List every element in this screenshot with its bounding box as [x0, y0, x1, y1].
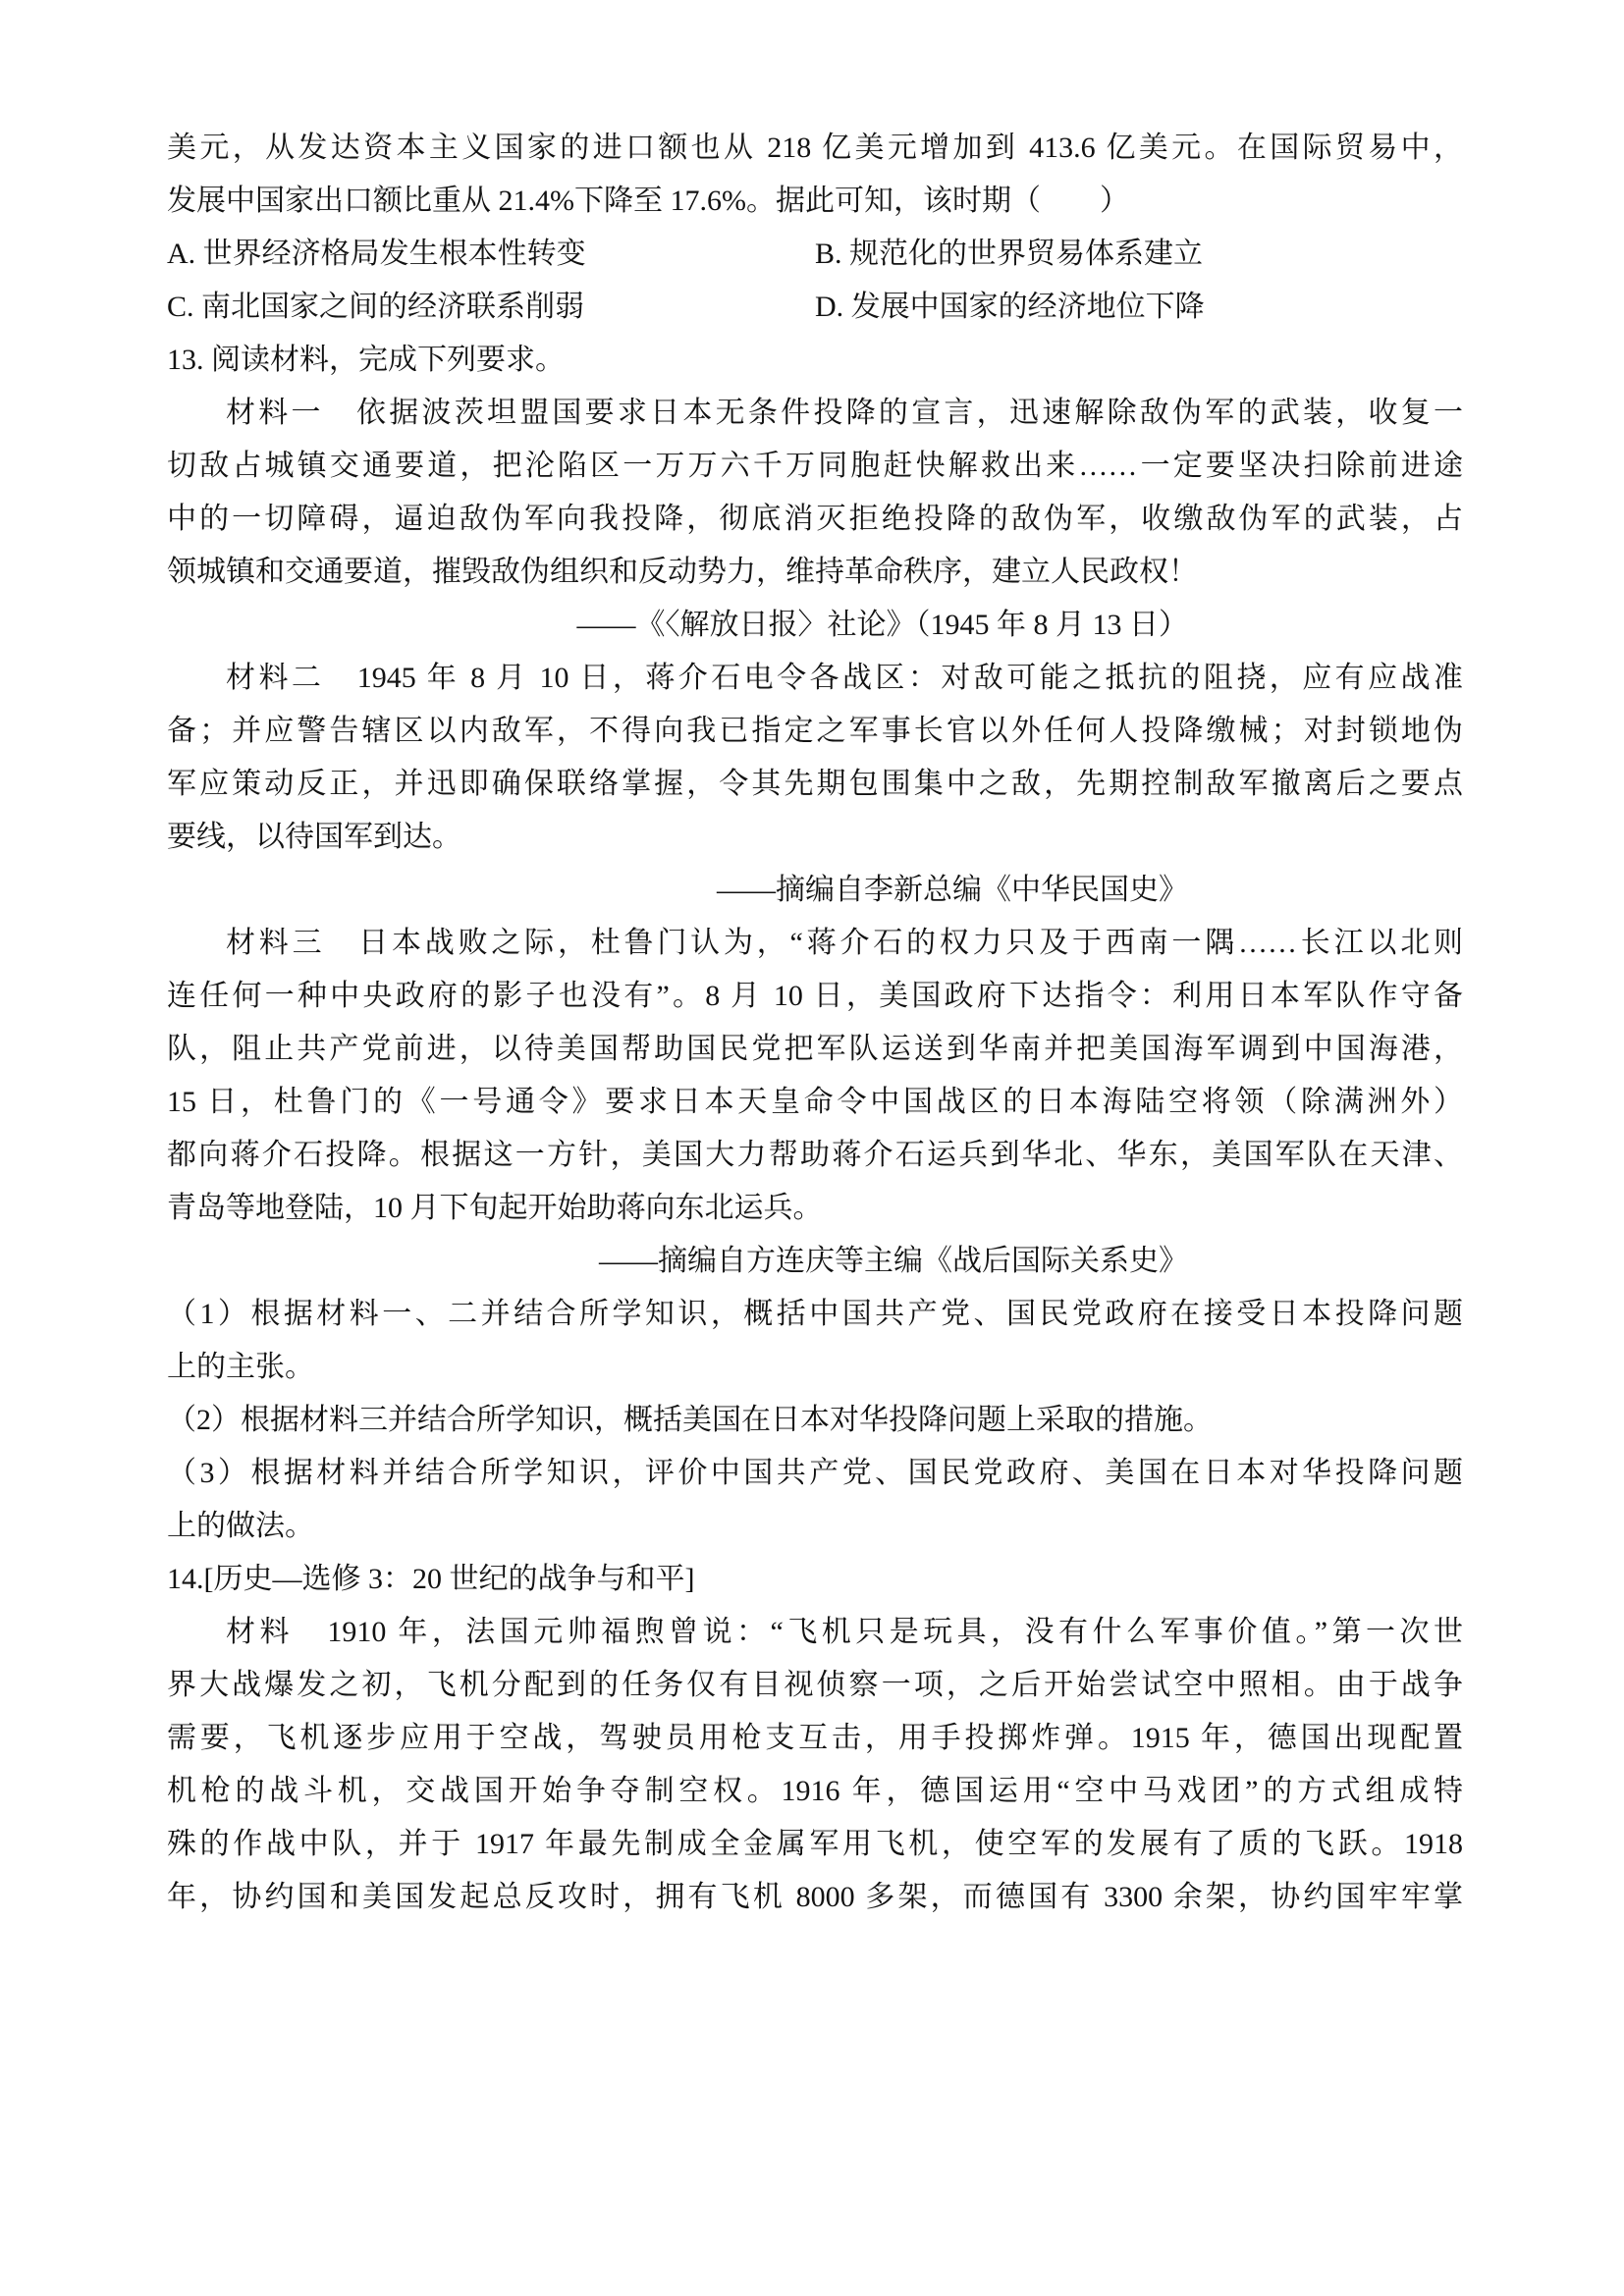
text-line: 青岛等地登陆，10 月下旬起开始助蒋向东北运兵。 [167, 1192, 823, 1224]
text-line: 军应策动反正，并迅即确保联络掌握，令其先期包围集中之敌，先期控制敌军撤离后之要点 [167, 768, 1463, 800]
text-line: 备；并应警告辖区以内敌军，不得向我已指定之军事长官以外任何人投降缴械；对封锁地伪 [167, 715, 1463, 747]
option-left: A. 世界经济格局发生根本性转变 [167, 238, 586, 270]
option-right: D. 发展中国家的经济地位下降 [815, 291, 1205, 323]
text-line: 要线，以待国军到达。 [167, 821, 461, 853]
text-line: 15 日，杜鲁门的《一号通令》要求日本天皇命令中国战区的日本海陆空将领（除满洲外） [167, 1086, 1463, 1118]
text-line: 需要，飞机逐步应用于空战，驾驶员用枪支互击，用手投掷炸弹。1915 年，德国出现配置 [167, 1722, 1463, 1754]
text-line: 机枪的战斗机，交战国开始争夺制空权。1916 年，德国运用“空中马戏团”的方式组成特 [167, 1775, 1463, 1807]
text-line: 发展中国家出口额比重从 21.4%下降至 17.6%。据此可知，该时期（ ） [167, 185, 1129, 217]
text-line: 14.[历史—选修 3：20 世纪的战争与和平] [167, 1563, 695, 1595]
text-line: （1）根据材料一、二并结合所学知识，概括中国共产党、国民党政府在接受日本投降问题 [167, 1298, 1463, 1330]
citation-line: ——摘编自李新总编《中华民国史》 [717, 874, 1188, 906]
text-line: 殊的作战中队，并于 1917 年最先制成全金属军用飞机，使空军的发展有了质的飞跃。1918 [167, 1828, 1463, 1860]
text-line: 都向蒋介石投降。根据这一方针，美国大力帮助蒋介石运兵到华北、华东，美国军队在天津、 [167, 1139, 1463, 1171]
text-line: （2）根据材料三并结合所学知识，概括美国在日本对华投降问题上采取的措施。 [167, 1404, 1213, 1436]
text-line: 13. 阅读材料，完成下列要求。 [167, 344, 565, 376]
text-line: （3）根据材料并结合所学知识，评价中国共产党、国民党政府、美国在日本对华投降问题 [167, 1457, 1463, 1489]
text-line: 材料一 依据波茨坦盟国要求日本无条件投降的宣言，迅速解除敌伪军的武装，收复一 [226, 397, 1463, 429]
text-line: 连任何一种中央政府的影子也没有”。8 月 10 日，美国政府下达指令：利用日本军队作守备 [167, 980, 1463, 1012]
text-line: 上的做法。 [167, 1510, 314, 1542]
text-line: 中的一切障碍，逼迫敌伪军向我投降，彻底消灭拒绝投降的敌伪军，收缴敌伪军的武装，占 [167, 503, 1463, 535]
citation-line: ——摘编自方连庆等主编《战后国际关系史》 [599, 1245, 1188, 1277]
option-row [167, 228, 1463, 281]
option-row [167, 281, 1463, 334]
text-line: 材料三 日本战败之际，杜鲁门认为，“蒋介石的权力只及于西南一隅……长江以北则 [226, 927, 1463, 959]
text-line: 队，阻止共产党前进，以待美国帮助国民党把军队运送到华南并把美国海军调到中国海港， [167, 1033, 1463, 1065]
text-line: 年，协约国和美国发起总反攻时，拥有飞机 8000 多架，而德国有 3300 余架，协约国牢牢掌 [167, 1881, 1463, 1913]
text-line: 界大战爆发之初，飞机分配到的任务仅有目视侦察一项，之后开始尝试空中照相。由于战争 [167, 1669, 1463, 1701]
text-line: 上的主张。 [167, 1351, 314, 1383]
text-line: 领城镇和交通要道，摧毁敌伪组织和反动势力，维持革命秩序，建立人民政权！ [167, 556, 1198, 588]
option-right: B. 规范化的世界贸易体系建立 [815, 238, 1204, 270]
text-line: 美元，从发达资本主义国家的进口额也从 218 亿美元增加到 413.6 亿美元。在国际贸易中， [167, 132, 1463, 164]
text-line: 材料二 1945 年 8 月 10 日，蒋介石电令各战区：对敌可能之抵抗的阻挠，应有应战准 [226, 662, 1463, 694]
text-line: 材料 1910 年，法国元帅福煦曾说：“飞机只是玩具，没有什么军事价值。”第一次世 [226, 1616, 1463, 1648]
text-line: 切敌占城镇交通要道，把沦陷区一万万六千万同胞赶快解救出来……一定要坚决扫除前进途 [167, 450, 1463, 482]
citation-line: ——《〈解放日报〉社论》（1945 年 8 月 13 日） [576, 609, 1188, 641]
option-left: C. 南北国家之间的经济联系削弱 [167, 291, 585, 323]
